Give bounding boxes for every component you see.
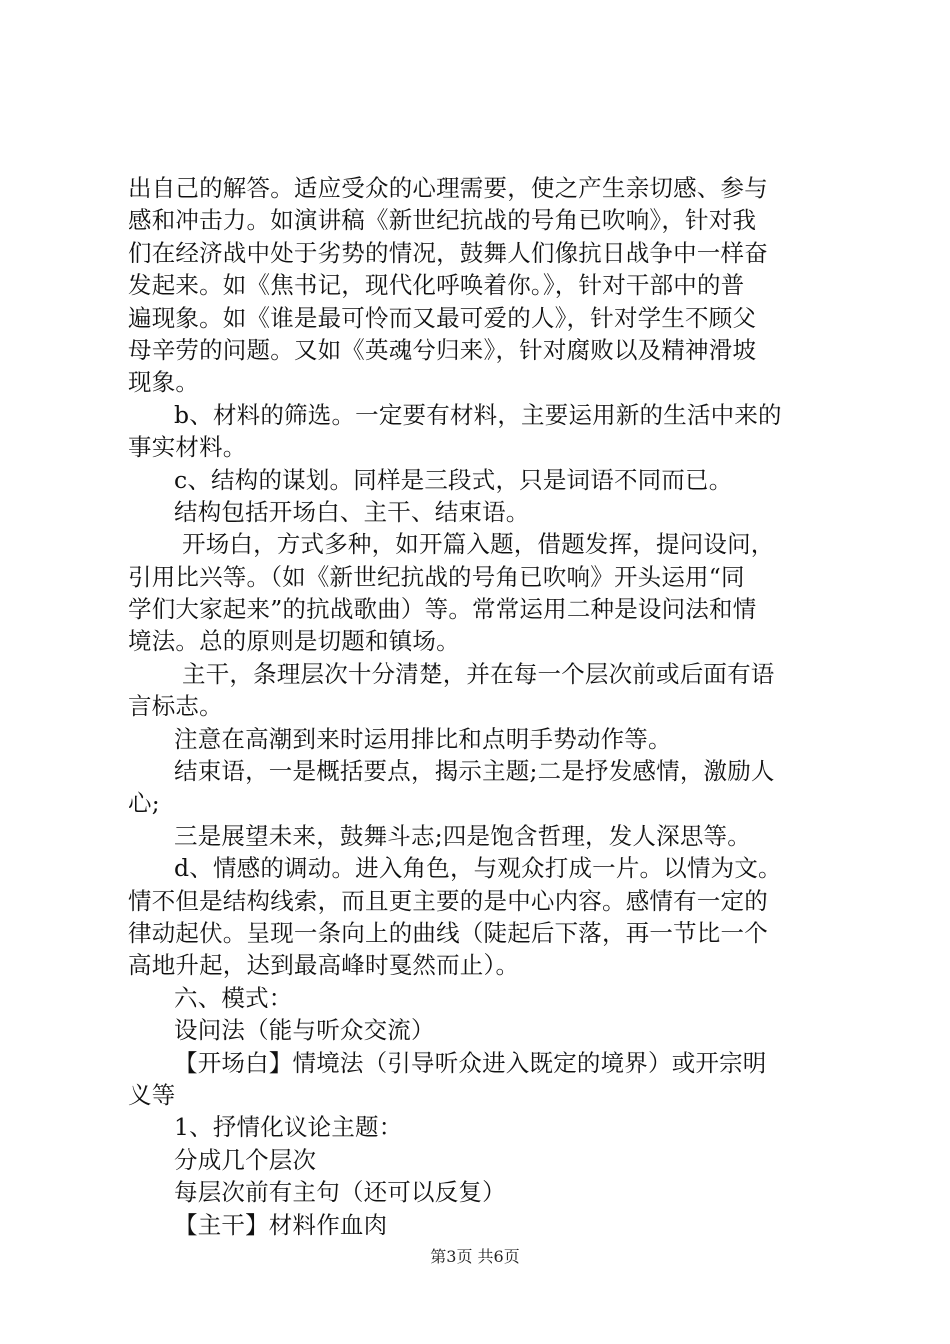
- text-line: 注意在高潮到来时运用排比和点明手势动作等。: [174, 724, 672, 753]
- text-line: c、结构的谋划。同样是三段式，只是词语不同而已。: [174, 465, 733, 494]
- text-line: 三是展望未来，鼓舞斗志;四是饱含哲理，发人深思等。: [174, 821, 751, 850]
- text-line: 遍现象。如《谁是最可怜而又最可爱的人》，针对学生不顾父: [128, 303, 757, 332]
- section-heading: 六、模式：: [174, 983, 293, 1012]
- text-line: 事实材料。: [128, 433, 247, 462]
- text-line: 母辛劳的问题。又如《英魂兮归来》，针对腐败以及精神滑坡: [128, 335, 757, 364]
- text-line: 每层次前有主句（还可以反复）: [174, 1178, 506, 1207]
- text-line: 情不但是结构线索，而且更主要的是中心内容。感情有一定的: [128, 886, 768, 915]
- text-line: 结构包括开场白、主干、结束语。: [174, 497, 530, 526]
- text-line: 开场白，方式多种，如开篇入题，借题发挥，提问设问，: [182, 530, 775, 559]
- text-line: 心;: [128, 789, 160, 818]
- text-line: 1、抒情化议论主题：: [174, 1113, 403, 1142]
- text-line: b、材料的筛选。一定要有材料，主要运用新的生活中来的: [174, 400, 782, 429]
- text-line: 【开场白】情境法（引导听众进入既定的境界）或开宗明: [174, 1048, 767, 1077]
- text-line: d、情感的调动。进入角色，与观众打成一片。以情为文。: [174, 854, 782, 883]
- text-line: 分成几个层次: [174, 1145, 317, 1174]
- text-line: 境法。总的原则是切题和镇场。: [128, 627, 460, 656]
- text-line: 引用比兴等。（如《新世纪抗战的号角已吹响》开头运用“同: [128, 562, 745, 591]
- text-line: 结束语，一是概括要点，揭示主题;二是抒发感情，激励人: [174, 757, 775, 786]
- text-line: 【主干】材料作血肉: [174, 1210, 388, 1239]
- text-line: 现象。: [128, 368, 200, 397]
- text-line: 高地升起，达到最高峰时戛然而止）。: [128, 951, 520, 980]
- text-line: 言标志。: [128, 692, 223, 721]
- text-line: 感和冲击力。如演讲稿《新世纪抗战的号角已吹响》，针对我: [128, 206, 757, 235]
- body-text: [128, 172, 840, 1241]
- text-line: 发起来。如《焦书记，现代化呼唤着你。》，针对干部中的普: [128, 271, 745, 300]
- text-line: 设问法（能与听众交流）: [174, 1016, 435, 1045]
- text-line: 们在经济战中处于劣势的情况，鼓舞人们像抗日战争中一样奋: [128, 238, 768, 267]
- text-line: 主干，条理层次十分清楚，并在每一个层次前或后面有语: [182, 659, 775, 688]
- text-line: 学们大家起来”的抗战歌曲）等。常常运用二种是设问法和情: [128, 595, 757, 624]
- page-footer: [0, 1244, 950, 1267]
- text-line: 义等: [128, 1080, 176, 1109]
- text-line: 出自己的解答。适应受众的心理需要，使之产生亲切感、参与: [128, 174, 768, 202]
- page-number: 第3页 共6页: [430, 1247, 520, 1266]
- text-line: 律动起伏。呈现一条向上的曲线（陡起后下落，再一节比一个: [128, 918, 768, 947]
